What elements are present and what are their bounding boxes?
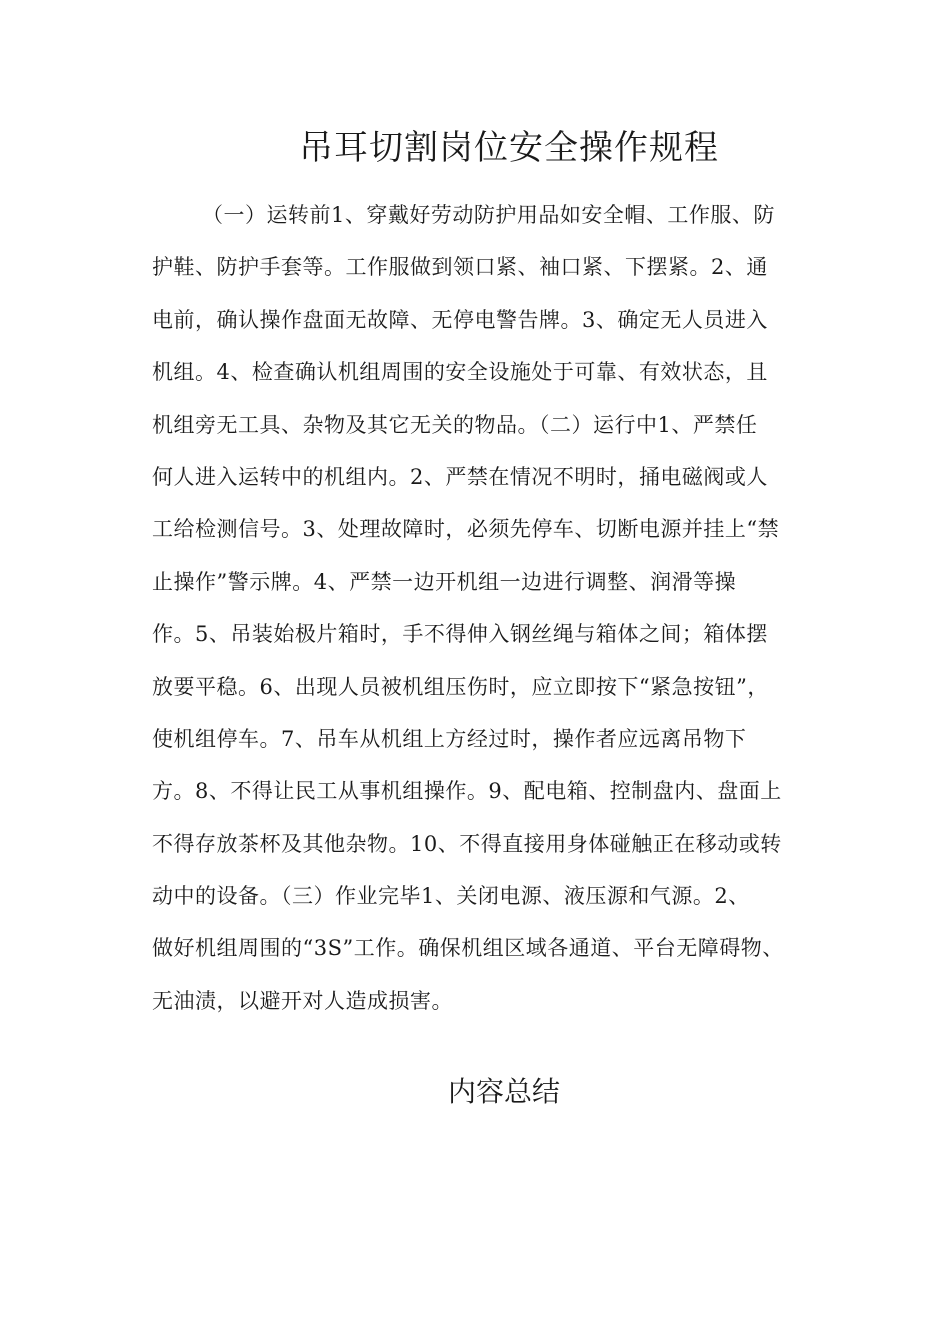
body-line: 放要平稳。6、出现人员被机组压伤时，应立即按下“紧急按钮”， <box>152 674 769 699</box>
body-line: 不得存放茶杯及其他杂物。10、不得直接用身体碰触正在移动或转 <box>152 831 782 856</box>
body-line: 电前，确认操作盘面无故障、无停电警告牌。3、确定无人员进入 <box>152 307 768 332</box>
body-line: 使机组停车。7、吊车从机组上方经过时，操作者应远离吊物下 <box>152 726 747 751</box>
body-line: 机组旁无工具、杂物及其它无关的物品。（二）运行中1、严禁任 <box>152 412 758 437</box>
body-line: 无油渍，以避开对人造成损害。 <box>152 988 453 1013</box>
document-title: 吊耳切割岗位安全操作规程 <box>299 128 719 168</box>
body-line: 作。5、吊装始极片箱时，手不得伸入钢丝绳与箱体之间；箱体摆 <box>152 622 768 647</box>
body-line: 护鞋、防护手套等。工作服做到领口紧、袖口紧、下摆紧。2、通 <box>152 255 768 280</box>
body-line: 工给检测信号。3、处理故障时，必须先停车、切断电源并挂上“禁 <box>152 517 780 542</box>
summary-heading: 内容总结 <box>447 1075 560 1108</box>
body-line: 机组。4、检查确认机组周围的安全设施处于可靠、有效状态，且 <box>152 360 768 385</box>
body-line: （一）运转前1、穿戴好劳动防护用品如安全帽、工作服、防 <box>202 203 775 227</box>
body-line: 何人进入运转中的机组内。2、严禁在情况不明时，捅电磁阀或人 <box>152 464 768 489</box>
body-line: 止操作”警示牌。4、严禁一边开机组一边进行调整、润滑等操 <box>152 569 737 594</box>
body-line: 动中的设备。（三）作业完毕1、关闭电源、液压源和气源。2、 <box>152 884 750 909</box>
body-line: 方。8、不得让民工从事机组操作。9、配电箱、控制盘内、盘面上 <box>152 779 782 804</box>
body-line: 做好机组周围的“3S”工作。确保机组区域各通道、平台无障碍物、 <box>152 936 784 961</box>
document-body <box>152 197 812 1035</box>
